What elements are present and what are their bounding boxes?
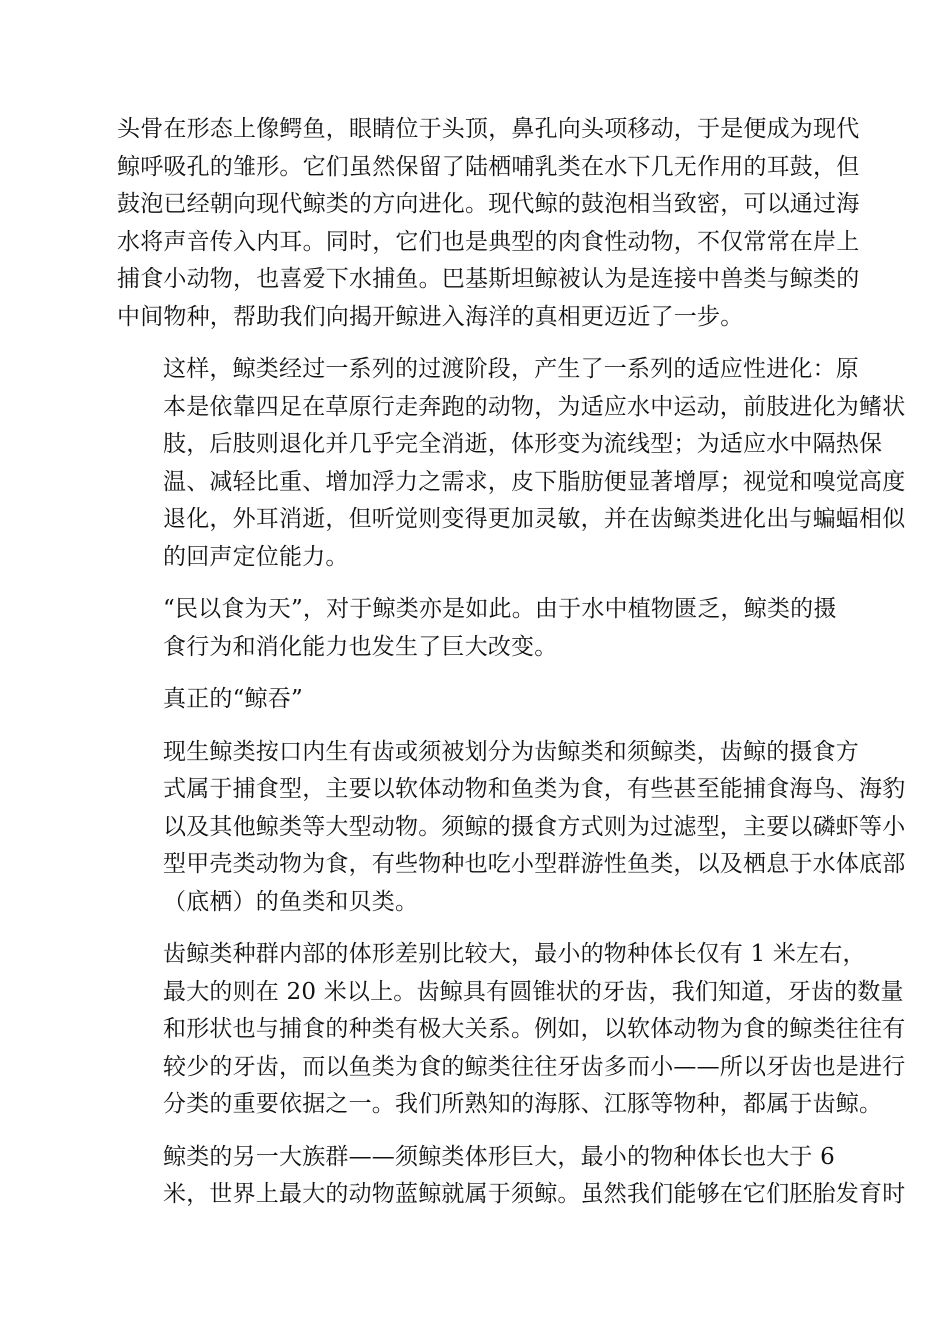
text-line: 这样，鲸类经过一系列的过渡阶段，产生了一系列的适应性进化：原 <box>163 356 859 382</box>
text-line: 式属于捕食型，主要以软体动物和鱼类为食，有些甚至能捕食海鸟、海豹 <box>163 776 906 802</box>
text-line: 温、减轻比重、增加浮力之需求，皮下脂肪便显著增厚；视觉和嗅觉高度 <box>163 468 906 495</box>
paragraph <box>117 936 906 1124</box>
document-body <box>117 111 906 1229</box>
paragraph <box>117 1139 906 1214</box>
text-line: （底栖）的鱼类和贝类。 <box>163 888 419 915</box>
text-line: 鲸呼吸孔的雏形。它们虽然保留了陆栖哺乳类在水下几无作用的耳鼓，但 <box>117 153 860 180</box>
text-line: 现生鲸类按口内生有齿或须被划分为齿鲸类和须鲸类，齿鲸的摄食方 <box>163 738 859 765</box>
text-line: 退化，外耳消逝，但听觉则变得更加灵敏，并在齿鲸类进化出与蝙蝠相似 <box>163 506 906 532</box>
text-line: 肢，后肢则退化并几乎完全消逝，体形变为流线型；为适应水中隔热保 <box>163 431 883 457</box>
paragraph <box>117 111 860 336</box>
text-line: 食行为和消化能力也发生了巨大改变。 <box>163 633 558 660</box>
paragraph <box>117 591 837 666</box>
text-line: 和形状也与捕食的种类有极大关系。例如，以软体动物为食的鲸类往往有 <box>163 1016 906 1042</box>
text-line: 中间物种，帮助我们向揭开鲸进入海洋的真相更迈近了一步。 <box>117 303 744 330</box>
text-line: 鼓泡已经朝向现代鲸类的方向进化。现代鲸的鼓泡相当致密，可以通过海 <box>117 191 860 217</box>
text-line: 头骨在形态上像鳄鱼，眼睛位于头顶，鼻孔向头项移动，于是便成为现代 <box>117 116 860 142</box>
text-line: 本是依靠四足在草原行走奔跑的动物，为适应水中运动，前肢进化为鳍状 <box>163 393 906 420</box>
paragraph <box>117 734 906 922</box>
text-line: 齿鲸类种群内部的体形差别比较大，最小的物种体长仅有 1 米左右， <box>163 941 866 967</box>
text-line: 真正的“鲸吞” <box>163 686 303 712</box>
text-line: 以及其他鲸类等大型动物。须鲸的摄食方式则为过滤型，主要以磷虾等小 <box>163 813 906 840</box>
text-line: “民以食为天”，对于鲸类亦是如此。由于水中植物匮乏，鲸类的摄 <box>163 596 837 622</box>
text-line: 捕食小动物，也喜爱下水捕鱼。巴基斯坦鲸被认为是连接中兽类与鲸类的 <box>117 266 860 292</box>
paragraph <box>117 351 906 576</box>
text-line: 较少的牙齿，而以鱼类为食的鲸类往往牙齿多而小——所以牙齿也是进行 <box>163 1053 906 1080</box>
text-line: 水将声音传入内耳。同时，它们也是典型的肉食性动物，不仅常常在岸上 <box>117 228 860 255</box>
text-line: 的回声定位能力。 <box>163 543 349 570</box>
text-line: 鲸类的另一大族群——须鲸类体形巨大，最小的物种体长也大于 6 <box>163 1143 835 1170</box>
section-heading <box>117 681 833 719</box>
text-line: 型甲壳类动物为食，有些物种也吃小型群游性鱼类，以及栖息于水体底部 <box>163 851 906 877</box>
text-line: 分类的重要依据之一。我们所熟知的海豚、江豚等物种，都属于齿鲸。 <box>163 1091 883 1117</box>
text-line: 最大的则在 20 米以上。齿鲸具有圆锥状的牙齿，我们知道，牙齿的数量 <box>163 978 904 1005</box>
text-line: 米，世界上最大的动物蓝鲸就属于须鲸。虽然我们能够在它们胚胎发育时 <box>163 1181 906 1207</box>
